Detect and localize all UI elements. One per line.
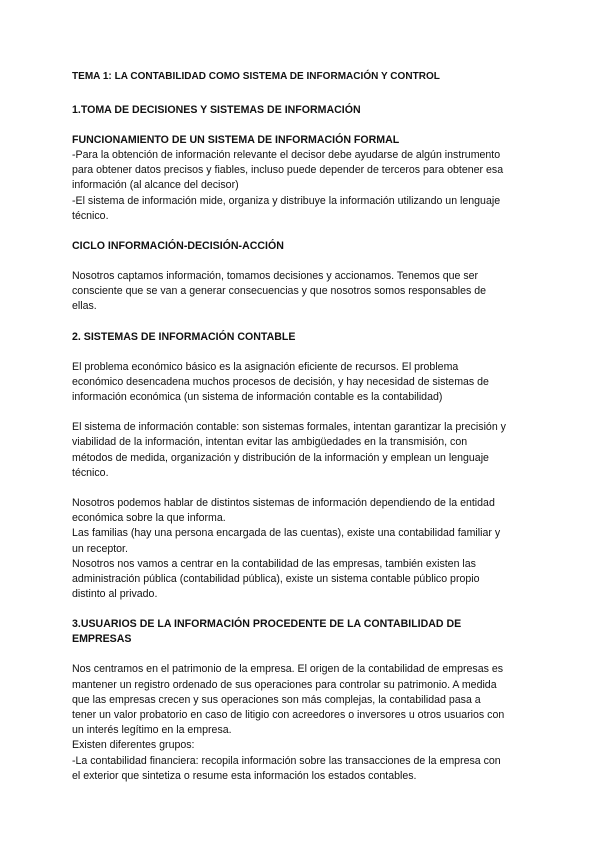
text-line: económica sobre la que informa. xyxy=(72,512,226,525)
text-line: Existen diferentes grupos: xyxy=(72,739,195,752)
text-line: métodos de medida, organización y distribución de la información y emplean un lenguaje xyxy=(72,451,489,464)
text-line: información económica (un sistema de información contable es la contabilidad) xyxy=(72,391,443,404)
subsection-heading-funcionamiento: FUNCIONAMIENTO DE UN SISTEMA DE INFORMACIÓN FORMAL xyxy=(72,134,400,146)
text-line: distinto al privado. xyxy=(72,588,158,601)
text-line: un receptor. xyxy=(72,542,128,555)
text-line: información (al alcance del decisor) xyxy=(72,179,239,192)
section-heading-1: 1.TOMA DE DECISIONES Y SISTEMAS DE INFORMACIÓN xyxy=(72,104,361,116)
text-line: Nosotros nos vamos a centrar en la contabilidad de las empresas, también existen las xyxy=(72,557,476,570)
text-line: técnico. xyxy=(72,209,109,222)
document-page xyxy=(72,70,532,784)
text-line: Nosotros podemos hablar de distintos sistemas de información dependiendo de la entidad xyxy=(72,497,495,510)
text-line: que las empresas crecen y sus operaciones son más complejas, la contabilidad pasa a xyxy=(72,693,481,706)
text-line: consciente que se van a generar consecuencias y que nosotros somos responsables de xyxy=(72,285,486,298)
text-line: Las familias (hay una persona encargada de las cuentas), existe una contabilidad familiar y xyxy=(72,527,501,540)
text-line: Nos centramos en el patrimonio de la empresa. El origen de la contabilidad de empresas es xyxy=(72,663,504,676)
section-heading-3 xyxy=(72,617,532,647)
paragraph-ciclo xyxy=(72,269,532,315)
paragraph-problema-economico xyxy=(72,360,532,406)
text-line: -La contabilidad financiera: recopila información sobre las transacciones de la empresa con xyxy=(72,754,501,767)
text-line: mantener un registro ordenado de sus operaciones para controlar su patrimonio. A medida xyxy=(72,678,497,691)
text-line: un interés legítimo en la empresa. xyxy=(72,724,232,737)
text-line: El sistema de información contable: son sistemas formales, intentan garantizar la precisión y xyxy=(72,421,506,434)
text-line: el exterior que sintetiza o resume esta información los estados contables. xyxy=(72,769,417,782)
section-heading-2: 2. SISTEMAS DE INFORMACIÓN CONTABLE xyxy=(72,330,296,343)
paragraph-distintos-sistemas xyxy=(72,496,532,602)
text-line: -Para la obtención de información relevante el decisor debe ayudarse de algún instrumento xyxy=(72,149,501,161)
heading-line: EMPRESAS xyxy=(72,633,132,646)
heading-line: 3.USUARIOS DE LA INFORMACIÓN PROCEDENTE DE LA CONTABILIDAD DE xyxy=(72,618,462,631)
text-line: administración pública (contabilidad pública), existe un sistema contable público propio xyxy=(72,573,480,586)
text-line: El problema económico básico es la asignación eficiente de recursos. El problema xyxy=(72,360,459,373)
text-line: tener un valor probatorio en caso de litigio con acreedores o inversores u otros usuarios con xyxy=(72,709,505,722)
text-line: técnico. xyxy=(72,466,109,479)
subsection-heading-ciclo: CICLO INFORMACIÓN-DECISIÓN-ACCIÓN xyxy=(72,240,284,253)
text-line: Nosotros captamos información, tomamos decisiones y accionamos. Tenemos que ser xyxy=(72,270,479,283)
paragraph-usuarios xyxy=(72,662,532,784)
paragraph-sistema-contable xyxy=(72,420,532,481)
paragraph-funcionamiento xyxy=(72,148,532,224)
text-line: viabilidad de la información, intentan evitar las ambigüedades en la transmisión, con xyxy=(72,436,468,449)
document-title: TEMA 1: LA CONTABILIDAD COMO SISTEMA DE INFORMACIÓN Y CONTROL xyxy=(72,71,440,82)
text-line: económico desencadena muchos procesos de decisión, y hay necesidad de sistemas de xyxy=(72,375,489,388)
text-line: ellas. xyxy=(72,300,97,313)
text-line: para obtener datos precisos y fiables, incluso puede depender de terceros para obtener esa xyxy=(72,164,504,177)
text-line: -El sistema de información mide, organiza y distribuye la información utilizando un lenguaje xyxy=(72,194,501,207)
